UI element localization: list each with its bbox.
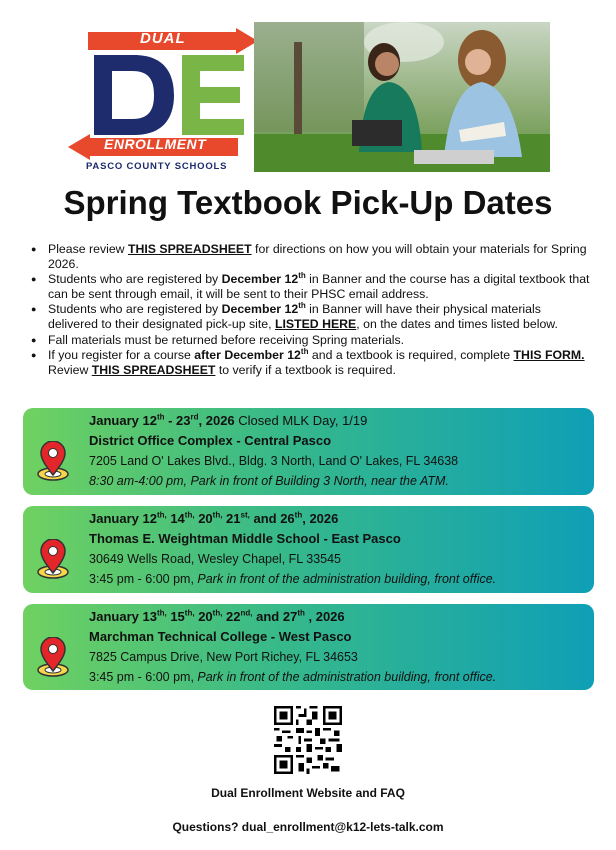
instructions-list xyxy=(30,242,590,378)
location-card-central xyxy=(23,408,594,495)
list-item xyxy=(30,302,590,331)
listed-here-link[interactable]: LISTED HERE xyxy=(274,316,357,331)
qr-code-icon[interactable] xyxy=(274,706,342,774)
map-pin-icon xyxy=(35,637,71,677)
location-name: Thomas E. Weightman Middle School - East Pasco xyxy=(89,531,401,546)
header-banner xyxy=(60,22,550,172)
location-address: 7205 Land O' Lakes Blvd., Bldg. 3 North, Land O' Lakes, FL 34638 xyxy=(89,454,459,468)
map-pin-icon xyxy=(35,441,71,481)
text: Please review xyxy=(48,242,128,256)
location-dates: January 12th - 23rd, 2026 Closed MLK Day, 1/19 xyxy=(89,412,368,428)
date-text: December 12th xyxy=(221,271,306,287)
date-text: after December 12th xyxy=(194,347,309,363)
location-card-east xyxy=(23,506,594,593)
location-time: 3:45 pm - 6:00 pm, Park in front of the administration building, front office. xyxy=(89,572,497,586)
website-link[interactable]: Dual Enrollment Website and FAQ xyxy=(211,786,405,800)
location-time: 3:45 pm - 6:00 pm, Park in front of the administration building, front office. xyxy=(89,670,497,684)
contact-email[interactable]: Questions? dual_enrollment@k12-lets-talk.com xyxy=(172,820,444,834)
students-photo xyxy=(254,22,550,172)
date-text: December 12th xyxy=(221,301,306,317)
location-card-west xyxy=(23,604,594,690)
spreadsheet-link-2[interactable]: THIS SPREADSHEET xyxy=(91,362,216,377)
text: in Banner and the course has a digital textbook that can be sent through email, it will be sent to their PHSC email address. xyxy=(48,272,590,301)
list-item xyxy=(30,272,590,301)
text: Students who are registered by xyxy=(48,272,222,287)
de-letters-icon xyxy=(94,55,254,135)
text: , on the dates and times listed below. xyxy=(356,316,558,331)
dual-enrollment-logo xyxy=(60,22,260,172)
page-title: Spring Textbook Pick-Up Dates xyxy=(63,184,553,221)
text: Students who are registered by xyxy=(48,302,222,317)
text: in Banner will have their physical materials delivered to their designated pick-up site, xyxy=(48,302,541,331)
spreadsheet-link[interactable]: THIS SPREADSHEET xyxy=(127,242,252,256)
logo-org-text: PASCO COUNTY SCHOOLS xyxy=(86,161,228,172)
text: Fall materials must be returned before receiving Spring materials. xyxy=(48,332,405,347)
location-address: 30649 Wells Road, Wesley Chapel, FL 33545 xyxy=(89,552,342,566)
list-item xyxy=(30,242,590,271)
logo-dual-text: DUAL xyxy=(140,30,186,47)
text: Review xyxy=(48,362,92,377)
location-name: Marchman Technical College - West Pasco xyxy=(89,629,352,644)
text: for directions on how you will obtain your materials for Spring 2026. xyxy=(48,242,587,271)
text: If you register for a course xyxy=(48,348,195,363)
location-dates: January $12^{th,}$ $14^{th,}$ $20^{th,}$ $21^{st,}$ and 26th, 2026 xyxy=(89,510,339,526)
location-dates: January $13^{th,}$ $15^{th,}$ $20^{th,}$ $22^{nd,}$ and 27th , 2026 xyxy=(89,608,345,624)
text: and a textbook is required, complete xyxy=(308,348,514,363)
map-pin-icon xyxy=(35,539,71,579)
text: to verify if a textbook is required. xyxy=(215,362,396,377)
location-time: 8:30 am-4:00 pm, Park in front of Building 3 North, near the ATM. xyxy=(89,474,449,488)
logo-enrollment-text: ENROLLMENT xyxy=(104,136,207,152)
list-item xyxy=(30,333,590,348)
list-item xyxy=(30,348,590,377)
form-link[interactable]: THIS FORM. xyxy=(513,348,585,363)
location-address: 7825 Campus Drive, New Port Richey, FL 34653 xyxy=(89,650,358,664)
location-name: District Office Complex - Central Pasco xyxy=(89,433,332,448)
